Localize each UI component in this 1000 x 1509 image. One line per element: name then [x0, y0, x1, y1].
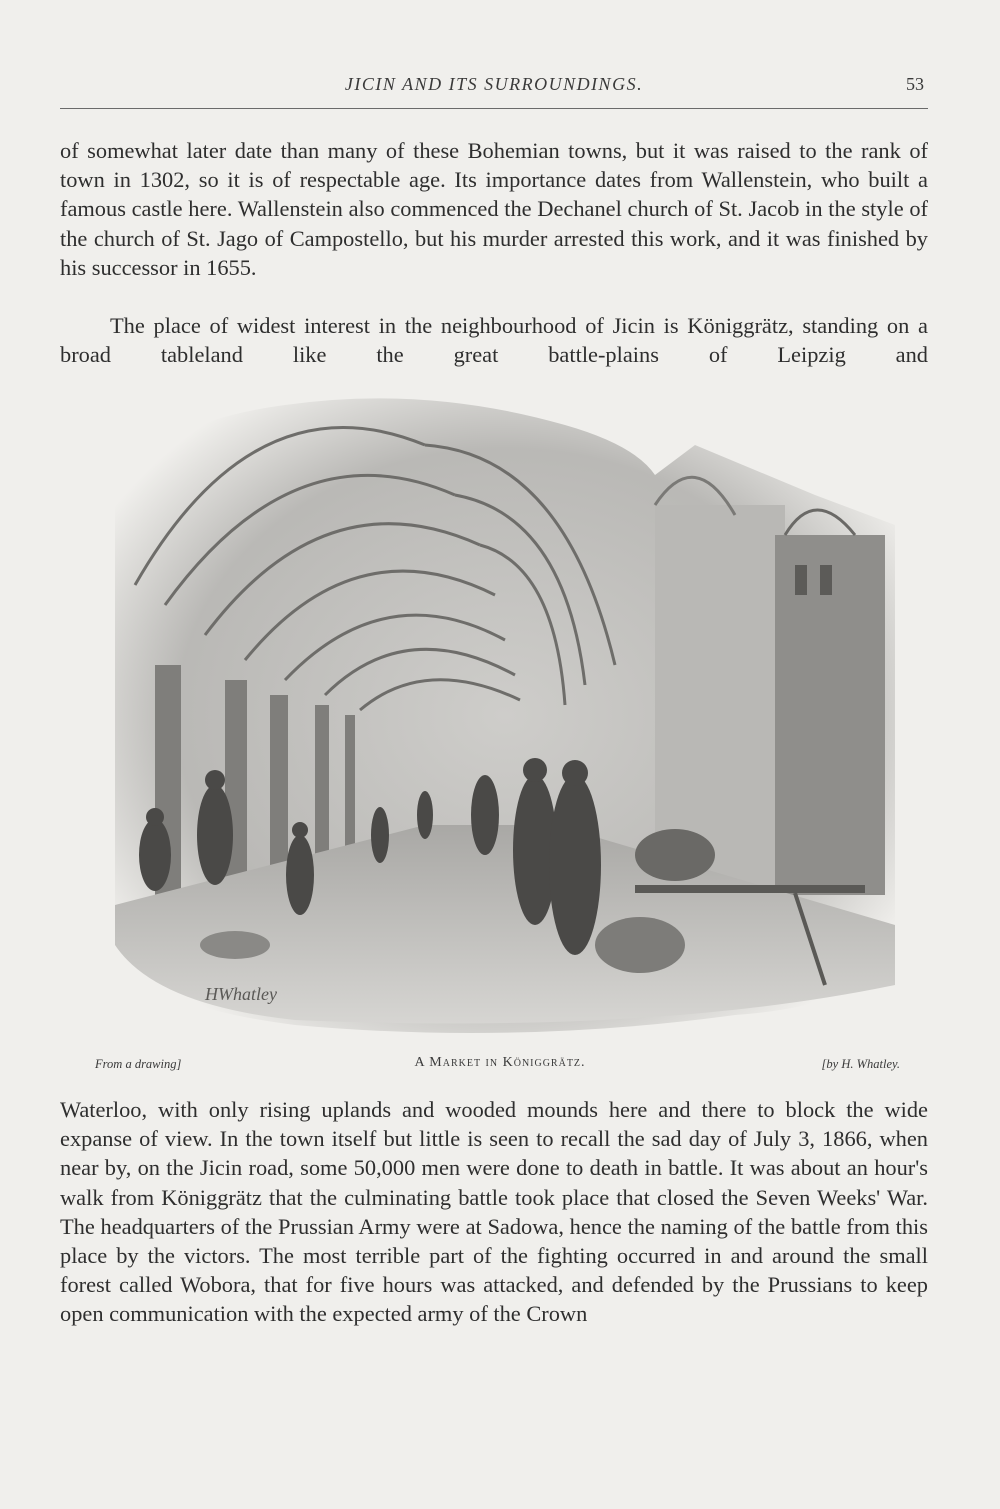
market-illustration [95, 385, 905, 1045]
caption-artist: [by H. Whatley. [821, 1057, 900, 1071]
caption-title: A Market in Königgrätz. [414, 1055, 586, 1070]
paragraph-3: Waterloo, with only rising uplands and wooded mounds here and there to block the wide expanse of view. In the town itself but little is seen to recall the sad day of July 3, 1866, when near by, on the Jicin road, some 50,000 men were done to death in battle. It was about an hour's walk from Königgrätz that the culminating battle took place that closed the Seven Weeks' War. The headquarters of the Prussian Army were at Sadowa, hence the naming of the battle from this place by the victors. The most terrible part of the fighting occurred in and around the small forest called Wobora, that for five hours was attacked, and defended by the Prussians to keep open communication with the expected army of the Crown [60, 1097, 928, 1327]
running-title: JICIN AND ITS SURROUNDINGS. [344, 74, 644, 94]
signature-mark: HWhatley [205, 984, 277, 1004]
page-number: 53 [906, 74, 924, 94]
page-header [60, 74, 928, 109]
paragraph-2: The place of widest interest in the neighbourhood of Jicin is Königgrätz, standing on a broad tableland like the great battle-plains of Leipzig and [60, 313, 928, 368]
paragraph-1: of somewhat later date than many of these Bohemian towns, but it was raised to the rank of town in 1302, so it is of respectable age. Its importance dates from Wallenstein, who built a famous castle here. Wallenstein also commenced the Dechanel church of St. Jacob in the style of the church of St. Jago of Campostello, but his murder arrested this work, and it was finished by his successor in 1655. [60, 138, 928, 280]
caption-source: From a drawing] [95, 1057, 182, 1071]
